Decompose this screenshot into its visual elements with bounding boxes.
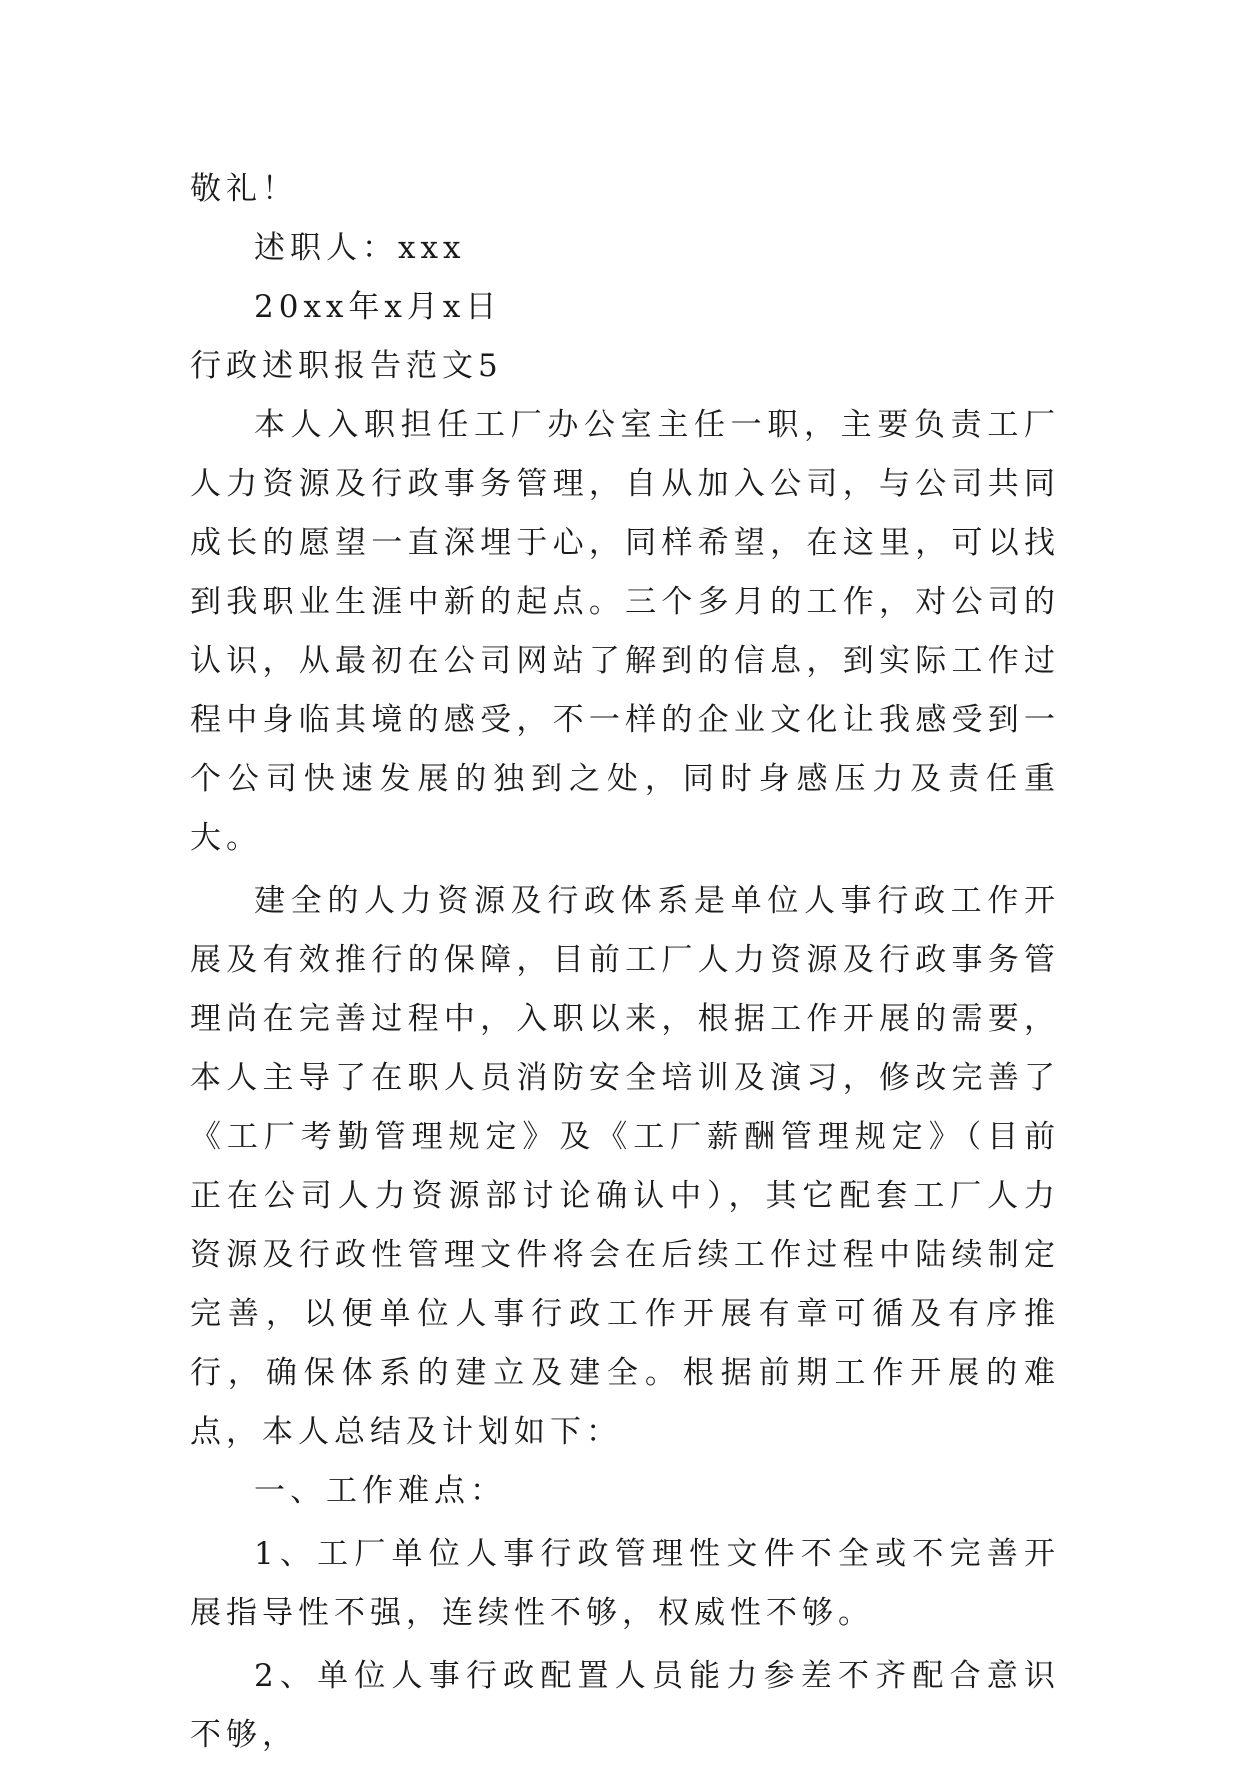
document-page <box>190 160 1060 1765</box>
heading-difficulties: 一、工作难点： <box>254 1473 506 1509</box>
paragraph-intro: 本人入职担任工厂办公室主任一职，主要负责工厂人力资源及行政事务管理，自从加入公司，与公司共同成长的愿望一直深埋于心，同样希望，在这里，可以找到我职业生涯中新的起点。三个多月的工作，对公司的认识，从最初在公司网站了解到的信息，到实际工作过程中身临其境的感受，不一样的企业文化让我感受到一个公司快速发展的独到之处，同时身感压力及责任重大。 <box>190 407 1060 856</box>
list-item-2: 2、单位人事行政配置人员能力参差不齐配合意识不够， <box>190 1658 1060 1753</box>
section-title: 行政述职报告范文5 <box>190 348 503 384</box>
closing-salutation: 敬礼！ <box>190 171 298 207</box>
list-item-1: 1、工厂单位人事行政管理性文件不全或不完善开展指导性不强，连续性不够，权威性不够。 <box>190 1536 1060 1631</box>
paragraph-system: 建全的人力资源及行政体系是单位人事行政工作开展及有效推行的保障，目前工厂人力资源及行政事务管理尚在完善过程中，入职以来，根据工作开展的需要，本人主导了在职人员消防安全培训及演习，修改完善了《工厂考勤管理规定》及《工厂薪酬管理规定》（目前正在公司人力资源部讨论确认中），其它配套工厂人力资源及行政性管理文件将会在后续工作过程中陆续制定完善，以便单位人事行政工作开展有章可循及有序推行，确保体系的建立及建全。根据前期工作开展的难点，本人总结及计划如下： <box>190 883 1060 1450</box>
reporter-signature: 述职人：xxx <box>254 230 466 266</box>
report-date: 20xx年x月x日 <box>254 289 502 325</box>
